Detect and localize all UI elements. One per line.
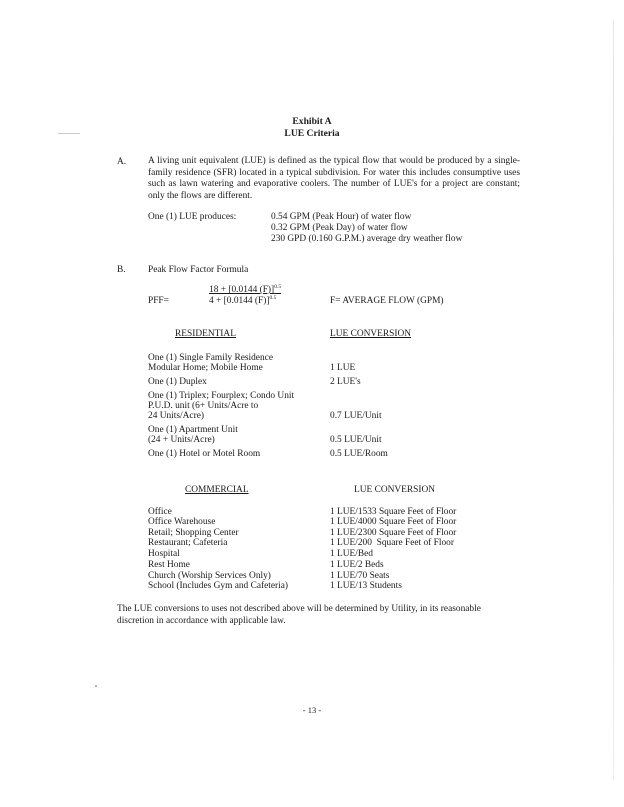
commercial-row-1-label: Office xyxy=(148,507,172,517)
residential-row-4-line-2: (24 + Units/Acre) xyxy=(148,435,215,445)
closing-paragraph: The LUE conversions to uses not described above will be determined by Utility, in its reasonable discretion in accordance with applicable law. xyxy=(117,604,481,626)
peak-flow-heading: Peak Flow Factor Formula xyxy=(148,265,249,275)
residential-row-2-value: 2 LUE's xyxy=(330,377,361,387)
lue-produces-value-2: 0.32 GPM (Peak Day) of water flow xyxy=(271,223,408,233)
exhibit-subtitle: LUE Criteria xyxy=(284,128,340,139)
commercial-row-2-label: Office Warehouse xyxy=(148,517,216,527)
commercial-row-3-label: Retail; Shopping Center xyxy=(148,528,239,538)
residential-row-3-line-2: P.U.D. unit (6+ Units/Acre to xyxy=(148,401,259,411)
commercial-row-5-label: Hospital xyxy=(148,549,180,559)
numerator-text: 18 + [0.0144 (F)] xyxy=(209,285,275,295)
lue-produces-value-3: 230 GPD (0.160 G.P.M.) average dry weather flow xyxy=(271,234,463,244)
commercial-row-4-label: Restaurant; Cafeteria xyxy=(148,538,228,548)
residential-lue-header: LUE CONVERSION xyxy=(330,329,411,339)
commercial-lue-header: LUE CONVERSION xyxy=(354,485,435,495)
residential-row-4-value: 0.5 LUE/Unit xyxy=(330,435,382,445)
exhibit-title: Exhibit A xyxy=(292,116,332,127)
section-a-marker: A. xyxy=(117,157,127,167)
commercial-header: COMMERCIAL xyxy=(185,485,249,495)
section-b-marker: B. xyxy=(117,265,126,275)
commercial-row-7-label: Church (Worship Services Only) xyxy=(148,571,271,581)
residential-row-3-line-1: One (1) Triplex; Fourplex; Condo Unit xyxy=(148,391,295,401)
residential-row-1-value: 1 LUE xyxy=(330,363,356,373)
formula-denominator xyxy=(209,296,281,307)
residential-row-2-line-1: One (1) Duplex xyxy=(148,377,207,387)
scan-dot xyxy=(95,685,97,687)
residential-row-3-value: 0.7 LUE/Unit xyxy=(330,411,382,421)
commercial-row-7-value: 1 LUE/70 Seats xyxy=(330,571,390,581)
commercial-row-6-value: 1 LUE/2 Beds xyxy=(330,560,384,570)
commercial-row-6-label: Rest Home xyxy=(148,560,190,570)
residential-row-5-value: 0.5 LUE/Room xyxy=(330,449,388,459)
residential-row-4-line-1: One (1) Apartment Unit xyxy=(148,425,238,435)
commercial-row-1-value: 1 LUE/1533 Square Feet of Floor xyxy=(330,507,457,517)
residential-row-1-line-1: One (1) Single Family Residence xyxy=(148,353,273,363)
formula-lhs: PFF= xyxy=(148,296,169,306)
lue-produces-label: One (1) LUE produces: xyxy=(148,212,237,222)
commercial-row-8-value: 1 LUE/13 Students xyxy=(330,581,402,591)
denominator-exponent: 0.5 xyxy=(269,295,277,302)
residential-row-5-line-1: One (1) Hotel or Motel Room xyxy=(148,449,261,459)
commercial-row-2-value: 1 LUE/4000 Square Feet of Floor xyxy=(330,517,457,527)
section-a-paragraph: A living unit equivalent (LUE) is defined as the typical flow that would be produced by a single-family residence (SFR) located in a typical subdivision. For water this includes consumptive uses such as lawn watering and evaporative coolers. The number of LUE's for a project are constant; only the flows are different. xyxy=(148,156,520,201)
formula-definition: F= AVERAGE FLOW (GPM) xyxy=(330,296,444,306)
commercial-row-8-label: School (Includes Gym and Cafeteria) xyxy=(148,581,289,591)
page-number: - 13 - xyxy=(302,705,322,715)
residential-row-3-line-3: 24 Units/Acre) xyxy=(148,411,204,421)
numerator-exponent: 0.5 xyxy=(274,284,282,290)
residential-row-1-line-2: Modular Home; Mobile Home xyxy=(148,363,263,373)
commercial-row-5-value: 1 LUE/Bed xyxy=(330,549,373,559)
formula-fraction xyxy=(209,285,281,308)
denominator-text: 4 + [0.0144 (F)] xyxy=(209,296,270,307)
commercial-row-3-value: 1 LUE/2300 Square Feet of Floor xyxy=(330,528,457,538)
commercial-row-4-value: 1 LUE/200 Square Feet of Floor xyxy=(330,538,454,548)
residential-header: RESIDENTIAL xyxy=(175,329,236,339)
lue-produces-value-1: 0.54 GPM (Peak Hour) of water flow xyxy=(271,212,412,222)
